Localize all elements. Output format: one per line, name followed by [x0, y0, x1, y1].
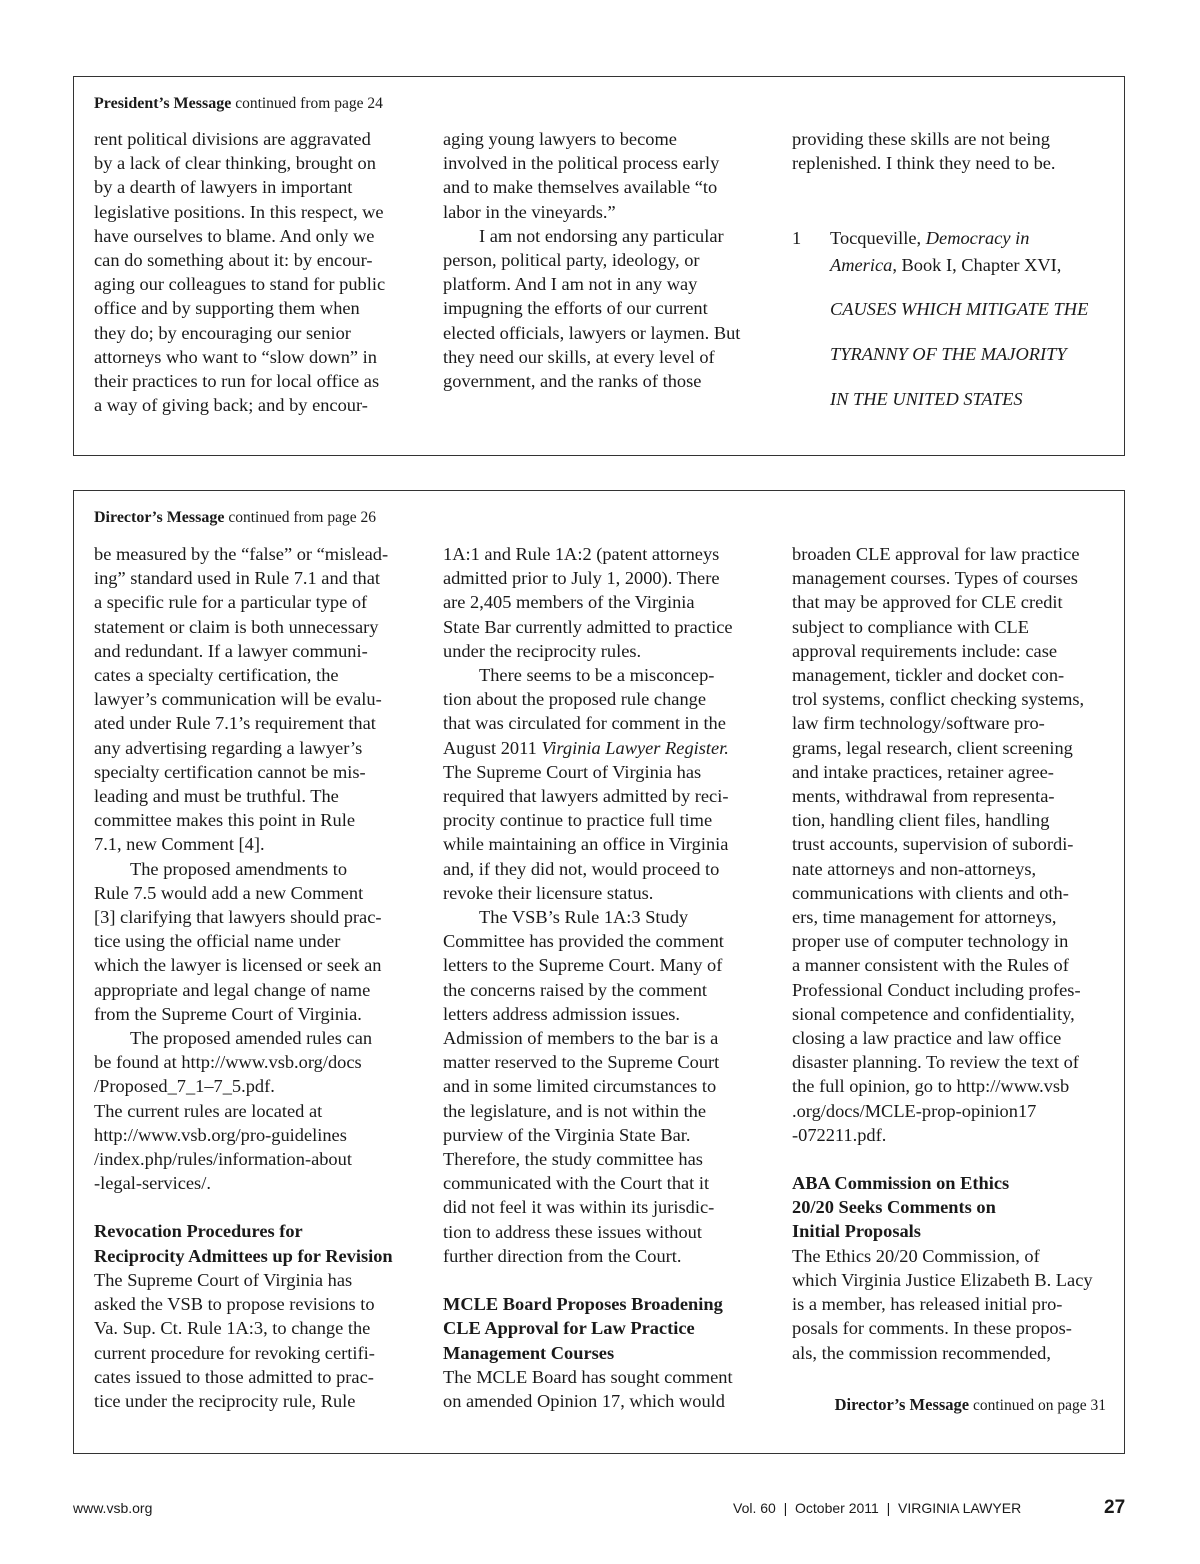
text-line: TYRANNY OF THE MAJORITY	[830, 344, 1067, 365]
text-line: /index.php/rules/information-about	[94, 1149, 352, 1170]
text-line: letters address admission issues.	[443, 1003, 681, 1024]
text-line: The proposed amendments to	[130, 858, 348, 879]
pres-column-1	[94, 127, 424, 417]
text-line: their practices to run for local office as	[94, 371, 380, 392]
text-block	[94, 542, 429, 857]
register-title: Virginia Lawyer Register.	[541, 737, 729, 758]
text-line: appropriate and legal change of name	[94, 979, 371, 1000]
text-line: statement or claim is both unnecessary	[94, 616, 379, 637]
footnote-work-2: America	[830, 254, 893, 275]
footnote-work-1: Democracy in	[925, 228, 1030, 248]
text-line: subject to compliance with CLE	[792, 616, 1029, 637]
text-line: while maintaining an office in Virginia	[443, 834, 729, 855]
text-line: als, the commission recommended,	[792, 1342, 1051, 1363]
footnote-number: 1	[792, 228, 802, 248]
pres-column-3	[792, 127, 1112, 175]
text-line: required that lawyers admitted by reci-	[443, 786, 729, 807]
text-line: Committee has provided the comment	[443, 931, 724, 952]
text-line: MCLE Board Proposes Broadening	[443, 1294, 723, 1315]
text-line: tion about the proposed rule change	[443, 689, 707, 710]
text-line: -072211.pdf.	[792, 1124, 887, 1145]
text-line: and to make themselves available “to	[443, 177, 718, 198]
footnote-rest: , Book I, Chapter XVI,	[892, 254, 1062, 275]
text-block	[443, 542, 778, 663]
text-line: and, if they did not, would proceed to	[443, 858, 720, 879]
presidents-message-header	[94, 95, 383, 113]
text-block	[94, 1026, 429, 1195]
text-line: a manner consistent with the Rules of	[792, 955, 1069, 976]
text-line: admitted prior to July 1, 2000). There	[443, 568, 720, 589]
directors-message-header	[94, 509, 376, 527]
text-line: be found at http://www.vsb.org/docs	[94, 1052, 362, 1073]
text-line: Rule 7.5 would add a new Comment	[94, 882, 364, 903]
text-line: matter reserved to the Supreme Court	[443, 1052, 720, 1073]
text-line: /Proposed_7_1–7_5.pdf.	[94, 1076, 275, 1097]
text-line: 1A:1 and Rule 1A:2 (patent attorneys	[443, 544, 720, 564]
text-line: The Supreme Court of Virginia has	[443, 761, 702, 782]
text-line: nate attorneys and non-attorneys,	[792, 858, 1037, 879]
text-line: under the reciprocity rules.	[443, 640, 642, 661]
text-line: and in some limited circumstances to	[443, 1076, 717, 1097]
text-line: closing a law practice and law office	[792, 1028, 1062, 1049]
dir-column-3	[792, 542, 1122, 1365]
text-line: attorneys who want to “slow down” in	[94, 346, 377, 367]
text-line: cates a specialty certification, the	[94, 665, 339, 686]
text-line: The MCLE Board has sought comment	[443, 1366, 733, 1387]
text-line: tice under the reciprocity rule, Rule	[94, 1390, 356, 1411]
text-line: CLE Approval for Law Practice	[443, 1318, 695, 1339]
text-line: by a dearth of lawyers in important	[94, 177, 353, 198]
text-line: revoke their licensure status.	[443, 882, 654, 903]
text-line: elected officials, lawyers or laymen. But	[443, 322, 741, 343]
text-line: The current rules are located at	[94, 1100, 323, 1121]
directors-message-box	[73, 490, 1125, 1454]
text-line: that was circulated for comment in the	[443, 713, 726, 734]
text-line: office and by supporting them when	[94, 298, 360, 319]
text-line	[443, 736, 778, 760]
text-line: asked the VSB to propose revisions to	[94, 1294, 375, 1315]
text-line: which Virginia Justice Elizabeth B. Lacy	[792, 1269, 1093, 1290]
text-line: a specific rule for a particular type of	[94, 592, 368, 613]
section-heading-mcle	[443, 1292, 778, 1365]
text-line: lawyer’s communication will be evalu-	[94, 689, 382, 710]
text-line: leading and must be truthful. The	[94, 786, 339, 807]
text-line: Reciprocity Admittees up for Revision	[94, 1245, 393, 1266]
text-block	[94, 857, 429, 1026]
text-line: committee makes this point in Rule	[94, 810, 356, 831]
pres-column-2	[443, 127, 773, 393]
text-line: Therefore, the study committee has	[443, 1149, 703, 1170]
text-block	[443, 760, 778, 905]
section-heading-aba	[792, 1171, 1122, 1244]
text-block	[443, 663, 778, 736]
text-line: The proposed amended rules can	[130, 1028, 373, 1049]
text-line: a way of giving back; and by encour-	[94, 395, 368, 416]
text-line: legislative positions. In this respect, we	[94, 201, 384, 222]
text-line: sional competence and confidentiality,	[792, 1003, 1075, 1024]
footnote-author: Tocqueville,	[830, 228, 926, 248]
dir-column-2	[443, 542, 778, 1413]
text-line: management, tickler and docket con-	[792, 665, 1065, 686]
text-line: from the Supreme Court of Virginia.	[94, 1003, 362, 1024]
text-line: law firm technology/software pro-	[792, 713, 1045, 734]
text-line: cates issued to those admitted to prac-	[94, 1366, 374, 1387]
text-line: .org/docs/MCLE-prop-opinion17	[792, 1100, 1037, 1121]
text-line: [3] clarifying that lawyers should prac-	[94, 907, 382, 928]
text-line: which the lawyer is licensed or seek an	[94, 955, 382, 976]
text-line: purview of the Virginia State Bar.	[443, 1124, 691, 1145]
text-line: posals for comments. In these propos-	[792, 1318, 1072, 1339]
text-block	[443, 224, 773, 393]
text-line: approval requirements include: case	[792, 640, 1058, 661]
text-line: by a lack of clear thinking, brought on	[94, 153, 376, 174]
header-title: Director’s Message	[94, 509, 225, 526]
text-line: and intake practices, retainer agree-	[792, 761, 1054, 782]
text-line: broaden CLE approval for law practice	[792, 544, 1080, 564]
text-block	[443, 1365, 778, 1413]
continued-text: continued on page 31	[972, 1397, 1106, 1414]
text-line: trol systems, conflict checking systems,	[792, 689, 1085, 710]
text-line: -legal-services/.	[94, 1173, 211, 1194]
text-line: tion, handling client files, handling	[792, 810, 1050, 831]
text-line: management courses. Types of courses	[792, 568, 1078, 589]
text-block	[830, 296, 1120, 412]
text-block	[792, 1244, 1122, 1365]
text-line: http://www.vsb.org/pro-guidelines	[94, 1124, 347, 1145]
text-line: be measured by the “false” or “mislead-	[94, 544, 389, 564]
text-line: replenished. I think they need to be.	[792, 153, 1056, 174]
text-line: government, and the ranks of those	[443, 371, 702, 392]
text-line: IN THE UNITED STATES	[830, 389, 1023, 410]
text-line: person, political party, ideology, or	[443, 250, 700, 271]
page-number: 27	[1104, 1497, 1126, 1518]
continued-note	[835, 1395, 1106, 1415]
text-line: tice using the official name under	[94, 931, 341, 952]
text-line: disaster planning. To review the text of	[792, 1052, 1079, 1073]
text-block	[792, 542, 1122, 1147]
header-continued: continued from page 26	[228, 509, 376, 526]
text-block	[443, 905, 778, 1268]
text-line: ABA Commission on Ethics	[792, 1173, 1010, 1194]
text-line: rent political divisions are aggravated	[94, 129, 371, 149]
text-line: The Supreme Court of Virginia has	[94, 1269, 353, 1290]
text-line: The VSB’s Rule 1A:3 Study	[479, 907, 689, 928]
register-prefix: August 2011	[443, 737, 542, 758]
text-line: proper use of computer technology in	[792, 931, 1069, 952]
text-block	[94, 127, 424, 417]
text-line: Management Courses	[443, 1342, 615, 1363]
text-block	[94, 1268, 429, 1413]
text-line: the concerns raised by the comment	[443, 979, 708, 1000]
text-line: they do; by encouraging our senior	[94, 322, 351, 343]
text-line: the legislature, and is not within the	[443, 1100, 707, 1121]
text-line: State Bar currently admitted to practice	[443, 616, 733, 637]
text-line: they need our skills, at every level of	[443, 346, 715, 367]
text-line: aging our colleagues to stand for public	[94, 274, 386, 295]
text-line: Revocation Procedures for	[94, 1221, 303, 1242]
text-line: ated under Rule 7.1’s requirement that	[94, 713, 376, 734]
text-line: specialty certification cannot be mis-	[94, 761, 366, 782]
text-line: aging young lawyers to become	[443, 129, 677, 149]
footer-volume: Vol. 60 | October 2011 | VIRGINIA LAWYER	[733, 1500, 1022, 1516]
text-line: letters to the Supreme Court. Many of	[443, 955, 723, 976]
text-line: communicated with the Court that it	[443, 1173, 710, 1194]
text-line: CAUSES WHICH MITIGATE THE	[830, 299, 1089, 320]
text-block	[792, 127, 1112, 175]
text-line: current procedure for revoking certifi-	[94, 1342, 375, 1363]
text-line: did not feel it was within its jurisdic-	[443, 1197, 715, 1218]
text-line: procity continue to practice full time	[443, 810, 713, 831]
text-line: providing these skills are not being	[792, 129, 1050, 149]
footer-url[interactable]: www.vsb.org	[73, 1500, 153, 1516]
text-line: impugning the efforts of our current	[443, 298, 708, 319]
text-line: 20/20 Seeks Comments on	[792, 1197, 996, 1218]
text-line: The Ethics 20/20 Commission, of	[792, 1245, 1040, 1266]
text-line: labor in the vineyards.”	[443, 201, 616, 222]
text-line: and redundant. If a lawyer communi-	[94, 640, 368, 661]
text-line: platform. And I am not in any way	[443, 274, 698, 295]
header-title: President’s Message	[94, 95, 232, 112]
text-line: are 2,405 members of the Virginia	[443, 592, 695, 613]
text-line: trust accounts, supervision of subordi-	[792, 834, 1074, 855]
text-line: on amended Opinion 17, which would	[443, 1390, 725, 1411]
text-line: further direction from the Court.	[443, 1245, 682, 1266]
text-line: grams, legal research, client screening	[792, 737, 1073, 758]
text-line: 7.1, new Comment [4].	[94, 834, 265, 855]
text-line: Professional Conduct including profes-	[792, 979, 1081, 1000]
text-line: the full opinion, go to http://www.vsb	[792, 1076, 1070, 1097]
text-line: involved in the political process early	[443, 153, 720, 174]
text-line: I am not endorsing any particular	[479, 225, 724, 246]
text-line: Admission of members to the bar is a	[443, 1028, 719, 1049]
text-block	[443, 127, 773, 224]
text-line: any advertising regarding a lawyer’s	[94, 737, 363, 758]
dir-column-1	[94, 542, 429, 1413]
text-line: Initial Proposals	[792, 1221, 921, 1242]
text-line: tion to address these issues without	[443, 1221, 702, 1242]
text-line: ers, time management for attorneys,	[792, 907, 1057, 928]
text-line: There seems to be a misconcep-	[479, 665, 715, 686]
text-line: that may be approved for CLE credit	[792, 592, 1063, 613]
text-line: have ourselves to blame. And only we	[94, 225, 375, 246]
text-line: can do something about it: by encour-	[94, 250, 373, 271]
header-continued: continued from page 24	[235, 95, 383, 112]
text-line: Va. Sup. Ct. Rule 1A:3, to change the	[94, 1318, 371, 1339]
text-line: ments, withdrawal from representa-	[792, 786, 1055, 807]
section-heading-revocation	[94, 1219, 429, 1267]
presidents-message-box	[73, 76, 1125, 456]
text-line: communications with clients and oth-	[792, 882, 1069, 903]
text-line: ing” standard used in Rule 7.1 and that	[94, 568, 381, 589]
continued-title: Director’s Message	[834, 1395, 970, 1414]
text-line: is a member, has released initial pro-	[792, 1294, 1063, 1315]
